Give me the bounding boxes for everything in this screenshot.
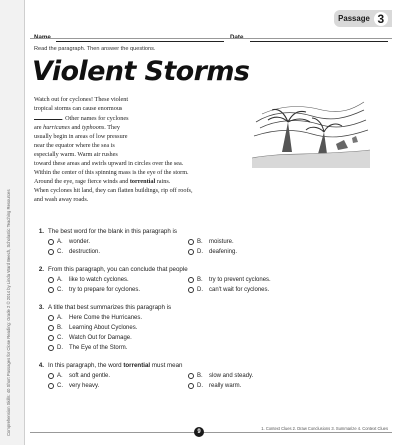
radio-bubble[interactable] xyxy=(48,373,54,379)
passage-line: Watch out for cyclones! These violent xyxy=(34,96,129,103)
answer-blank xyxy=(34,113,62,120)
option-4d[interactable]: D. really warm. xyxy=(188,383,241,389)
worksheet-page xyxy=(30,0,392,445)
passage-line: near the equator where the sea is xyxy=(34,142,115,149)
radio-bubble[interactable] xyxy=(188,277,194,283)
vocab-word: torrential xyxy=(129,178,156,185)
radio-bubble[interactable] xyxy=(48,239,54,245)
passage-line: tropical storms can cause enormous xyxy=(34,105,123,112)
radio-bubble[interactable] xyxy=(188,249,194,255)
passage-line: toward these areas and swirls upward in circles over the sea. xyxy=(34,160,184,167)
footer-divider xyxy=(30,432,392,433)
passage-line: are hurricanes and typhoons. They xyxy=(34,124,120,131)
passage-line: usually begin in areas of low pressure xyxy=(34,133,128,140)
question-stem: From this paragraph, you can conclude that people xyxy=(48,266,188,273)
footer xyxy=(30,427,392,441)
question-3: 3. A title that best summarizes this paragraph is A. Here Come the Hurricanes. B. Learning About Cyclones. C. Watch Out for Damage. D. The Eye of the Storm. xyxy=(38,304,172,351)
radio-bubble[interactable] xyxy=(188,383,194,389)
radio-bubble[interactable] xyxy=(48,383,54,389)
option-3b[interactable]: B. Learning About Cyclones. xyxy=(48,325,137,331)
instructions: Read the paragraph. Then answer the questions. xyxy=(34,46,156,52)
question-2: 2. From this paragraph, you can conclude that people A. like to watch cyclones. B. try to prevent cyclones. C. try to prepare for cyclones. D. can't wait for cyclones. xyxy=(38,266,271,293)
option-2c[interactable]: C. try to prepare for cyclones. xyxy=(48,287,140,293)
passage-tab xyxy=(334,10,392,27)
option-3a[interactable]: A. Here Come the Hurricanes. xyxy=(48,315,142,321)
option-1c[interactable]: C. destruction. xyxy=(48,249,100,255)
radio-bubble[interactable] xyxy=(48,287,54,293)
name-field[interactable] xyxy=(56,41,224,42)
radio-bubble[interactable] xyxy=(48,335,54,341)
header-divider xyxy=(30,38,392,39)
option-2d[interactable]: D. can't wait for cyclones. xyxy=(188,287,269,293)
passage-number: 3 xyxy=(374,12,388,26)
passage-line: especially warm. Warm air rushes xyxy=(34,151,118,158)
date-field[interactable] xyxy=(250,41,388,42)
date-label: Date xyxy=(230,34,244,41)
radio-bubble[interactable] xyxy=(188,239,194,245)
radio-bubble[interactable] xyxy=(48,325,54,331)
passage-line: . Other names for cyclones xyxy=(34,113,192,123)
option-1a[interactable]: A. wonder. xyxy=(48,239,90,245)
option-3c[interactable]: C. Watch Out for Damage. xyxy=(48,335,132,341)
radio-bubble[interactable] xyxy=(48,277,54,283)
radio-bubble[interactable] xyxy=(188,373,194,379)
question-stem: A title that best summarizes this paragraph is xyxy=(48,304,172,311)
option-2a[interactable]: A. like to watch cyclones. xyxy=(48,277,129,283)
question-1: 1. The best word for the blank in this paragraph is A. wonder. B. moisture. C. destruction. D. deafening. xyxy=(38,228,238,255)
radio-bubble[interactable] xyxy=(48,345,54,351)
option-4b[interactable]: B. slow and steady. xyxy=(188,373,253,379)
italic-term: hurricanes xyxy=(43,124,70,131)
option-2b[interactable]: B. try to prevent cyclones. xyxy=(188,277,271,283)
skills-key: 1. Context Clues 2. Draw Conclusions 3. Summarize 4. Context Clues xyxy=(258,426,388,431)
passage-line: Around the eye, rage fierce winds and torrential rains. xyxy=(34,178,171,185)
radio-bubble[interactable] xyxy=(48,315,54,321)
radio-bubble[interactable] xyxy=(48,249,54,255)
option-1d[interactable]: D. deafening. xyxy=(188,249,237,255)
option-4c[interactable]: C. very heavy. xyxy=(48,383,99,389)
passage-line: and wash away roads. xyxy=(34,196,89,203)
storm-illustration xyxy=(252,92,370,168)
option-3d[interactable]: D. The Eye of the Storm. xyxy=(48,345,127,351)
header xyxy=(30,6,392,41)
page-title: Violent Storms xyxy=(32,56,250,87)
page-number: 9 xyxy=(194,427,204,437)
sidebar-strip xyxy=(0,0,25,445)
option-1b[interactable]: B. moisture. xyxy=(188,239,234,245)
passage-line: When cyclones hit land, they can flatten buildings, rip off roofs, xyxy=(34,187,193,194)
question-stem: The best word for the blank in this paragraph is xyxy=(48,228,177,235)
radio-bubble[interactable] xyxy=(188,287,194,293)
name-label: Name xyxy=(34,34,51,41)
italic-term: typhoons xyxy=(81,124,105,131)
vocab-word: torrential xyxy=(123,362,151,369)
question-4: 4. In this paragraph, the word torrential must mean A. soft and gentle. B. slow and steady. C. very heavy. D. really warm. xyxy=(38,362,254,389)
passage-label: Passage xyxy=(338,14,370,23)
copyright-credit: Comprehension Skills: 40 Short Passages for Close Reading: Grade 2 © 2014 by Linda Ward Beech, Scholastic Teaching Resources xyxy=(6,189,11,436)
option-4a[interactable]: A. soft and gentle. xyxy=(48,373,110,379)
passage-line: Within the center of this spinning mass is the eye of the storm. xyxy=(34,169,189,176)
